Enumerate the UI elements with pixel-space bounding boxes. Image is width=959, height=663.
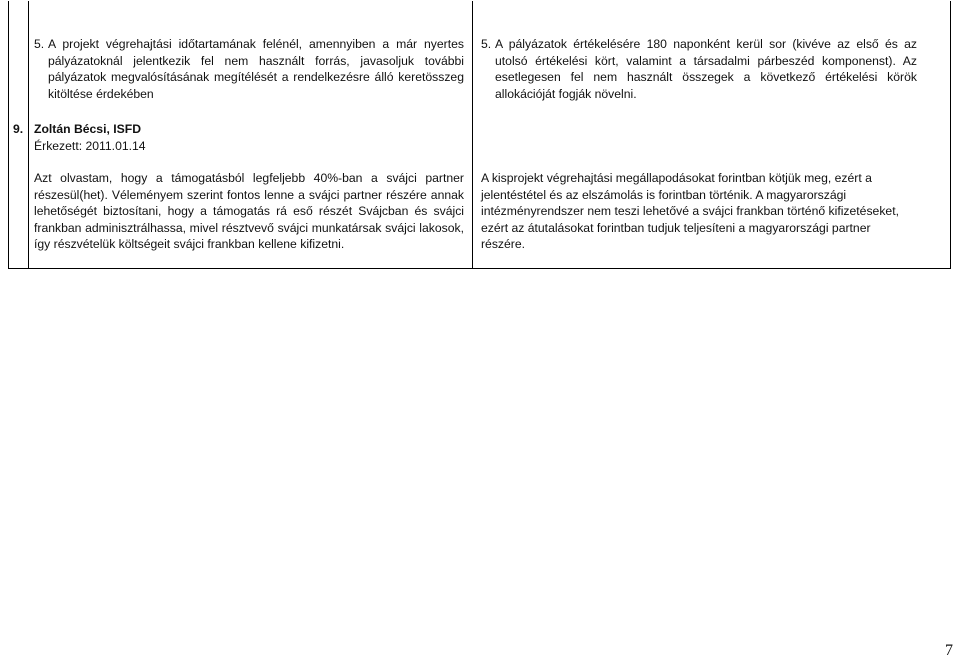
table-number-column-divider [28,1,29,269]
entry-received-date: Érkezett: 2011.01.14 [34,139,146,153]
table-column-divider [472,1,473,269]
previous-left-number: 5. [34,37,45,51]
entry-author: Zoltán Bécsi, ISFD [34,122,141,136]
previous-left-text: A projekt végrehajtási időtartamának felénél, amennyiben a már nyertes pályázatoknál jelentkezik fel nem használt forrás, javasoljuk további pályázatok megvalósításának megítélését a rendelkezésre álló keretösszeg kitöltése érdekében [48,37,464,101]
previous-left-item [34,36,464,102]
entry-response: A kisprojekt végrehajtási megállapodásokat forintban kötjük meg, ezért a jelentéstétel és az elszámolás is forintban történik. A magyarországi intézményrendszer nem teszi lehetővé a svájci frankban történő kifizetéseket, ezért az átutalásokat forintban tudjuk teljesíteni a magyarországi partner részére. [481,171,899,251]
previous-right-number: 5. [481,37,492,51]
previous-right-text: A pályázatok értékelésére 180 naponként kerül sor (kivéve az első és az utolsó értékelési kört, valamint a társadalmi párbeszéd komponenst). Az esetlegesen fel nem használt összegek a következő értékelési körök allokációját fogják növelni. [495,37,917,101]
entry-number: 9. [13,122,24,136]
entry-comment: Azt olvastam, hogy a támogatásból legfeljebb 40%-ban a svájci partner részesül(het). Véleményem szerint fontos lenne a svájci partner részére annak lehetőségét biztosítani, hogy a támogatás rá eső részét Svájcban és svájci frankban adminisztrálhassa, mivel résztvevő svájci munkatársak svájci lakosok, így részvételük költségeit svájci frankban kellene kifizetni. [34,171,464,251]
previous-right-item [481,36,917,102]
page-number: 7 [945,641,953,659]
